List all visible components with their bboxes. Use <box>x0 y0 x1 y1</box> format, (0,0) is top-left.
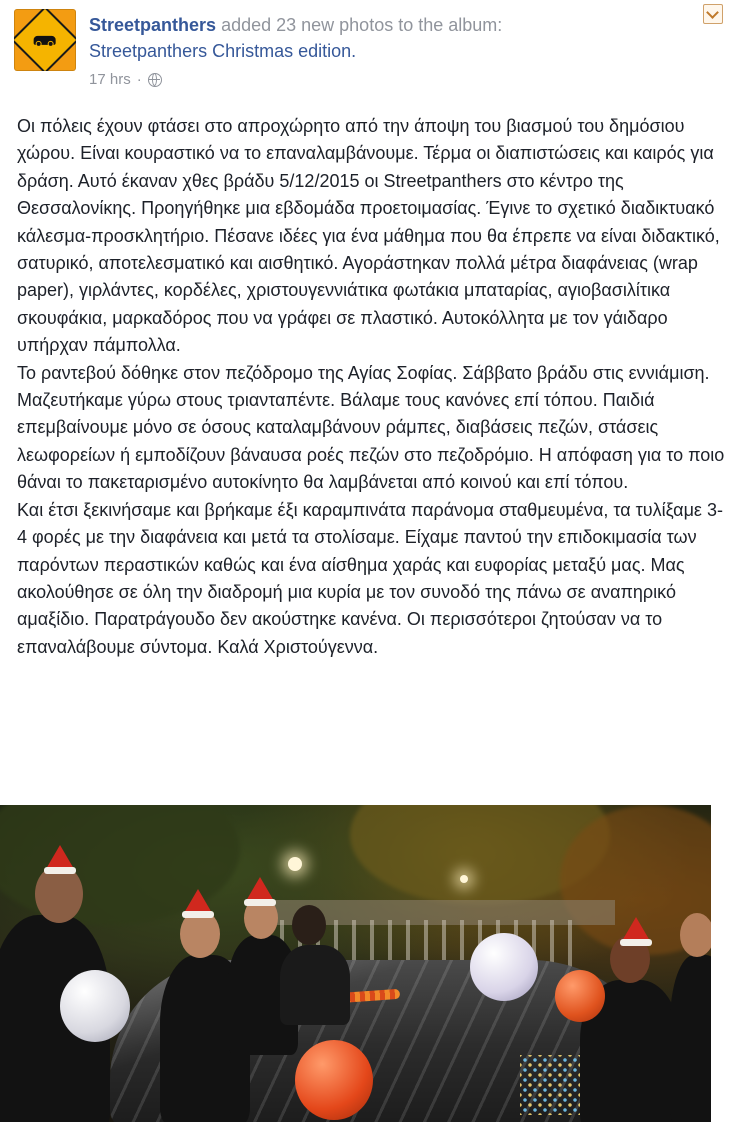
post-meta <box>89 71 162 88</box>
santa-hat <box>46 845 74 869</box>
person <box>670 955 711 1122</box>
body-paragraph: Και έτσι ξεκινήσαμε και βρήκαμε έξι καραμπινάτα παράνομα σταθμευμένα, τα τυλίξαμε 3-4 φορές με την διαφάνεια και μετά τα στολίσαμε. Είχαμε παντού την επιδοκιμασία των παρόντων περαστικών καθώς και ένα αίσθημα χαράς και ευφορίας μεταξύ μας. Μας ακολούθησε σε όλη την διαδρομή μια κυρία με τον συνοδό της πάνω σε αναπηρικό αμαξίδιο. Παρατράγουδο δεν ακούστηκε κανένα. Οι περισσότεροι ζητούσαν να το επαναλάβουμε σύντομα. Καλά Χριστούγεννα. <box>17 499 723 657</box>
chevron-down-icon[interactable] <box>703 4 723 24</box>
white-balloon <box>60 970 130 1042</box>
street-lamp <box>288 857 302 871</box>
person <box>280 945 350 1025</box>
santa-hat <box>184 889 212 913</box>
orange-balloon <box>555 970 605 1022</box>
santa-hat <box>246 877 274 901</box>
meta-separator: · <box>136 71 142 88</box>
body-paragraph: Οι πόλεις έχουν φτάσει στο απροχώρητο από την άποψη του βιασμού του δημόσιου χώρου. Είναι κουραστικό να το επαναλαμβάνουμε. Τέρμα οι διαπιστώσεις και καιρός για δράση. Αυτό έκαναν χθες βράδυ 5/12/2015 οι Streetpanthers στο κέντρο της Θεσσαλονίκης. Προηγήθηκε μια εβδομάδα προετοιμασίας. Έγινε το σχετικό διαδικτυακό κάλεσμα-προσκλητήριο. Πέσανε ιδέες για ένα μάθημα που θα έπρεπε να είναι διδακτικό, σατυρικό, αποτελεσματικό και αισθητικό. Αγοράστηκαν πολλά μέτρα διαφάνειας (wrap paper), γιρλάντες, κορδέλες, χριστουγεννιάτικα φωτάκια μπαταρίας, αγιοβασιλίτικα σκουφάκια, μαρκαδόρος που να γράφει σε πλαστικό. Αυτοκόλλητα με τον γάιδαρο υπήρχαν πάμπολλα. <box>17 116 720 356</box>
post-body <box>17 113 729 661</box>
body-paragraph: Το ραντεβού δόθηκε στον πεζόδρομο της Αγίας Σοφίας. Σάββατο βράδυ στις εννιάμιση. Μαζευτήκαμε γύρω στους τριανταπέντε. Βάλαμε τους κανόνες επί τόπου. Παιδιά επεμβαίνουμε μόνο σε όσους καταλαμβάνουν ράμπες, διαβάσεις πεζών, στάσεις λεωφορείων ή εμποδίζουν βάναυσα ροές πεζών στο πεζοδρόμιο. Η απόφαση για το ποιο θάναι το πακεταρισμένο αυτοκίνητο θα λαμβάνεται από κοινού και επί τόπου. <box>17 362 725 493</box>
album-title-link[interactable]: Streetpanthers Christmas edition. <box>89 41 357 61</box>
streetpanthers-logo-icon <box>14 9 76 71</box>
post-headline <box>89 12 689 64</box>
timestamp-link[interactable]: 17 hrs <box>89 71 131 88</box>
page-avatar[interactable] <box>14 9 76 71</box>
post-photo[interactable] <box>0 805 711 1122</box>
action-text: added 23 new photos to the album: <box>221 15 503 35</box>
white-balloon <box>470 933 538 1001</box>
person-head <box>680 913 711 957</box>
orange-balloon <box>295 1040 373 1120</box>
globe-icon[interactable] <box>148 73 162 87</box>
street-lamp <box>460 875 468 883</box>
person-head <box>292 905 326 945</box>
santa-hat <box>622 917 650 941</box>
author-name-link[interactable]: Streetpanthers <box>89 15 217 35</box>
